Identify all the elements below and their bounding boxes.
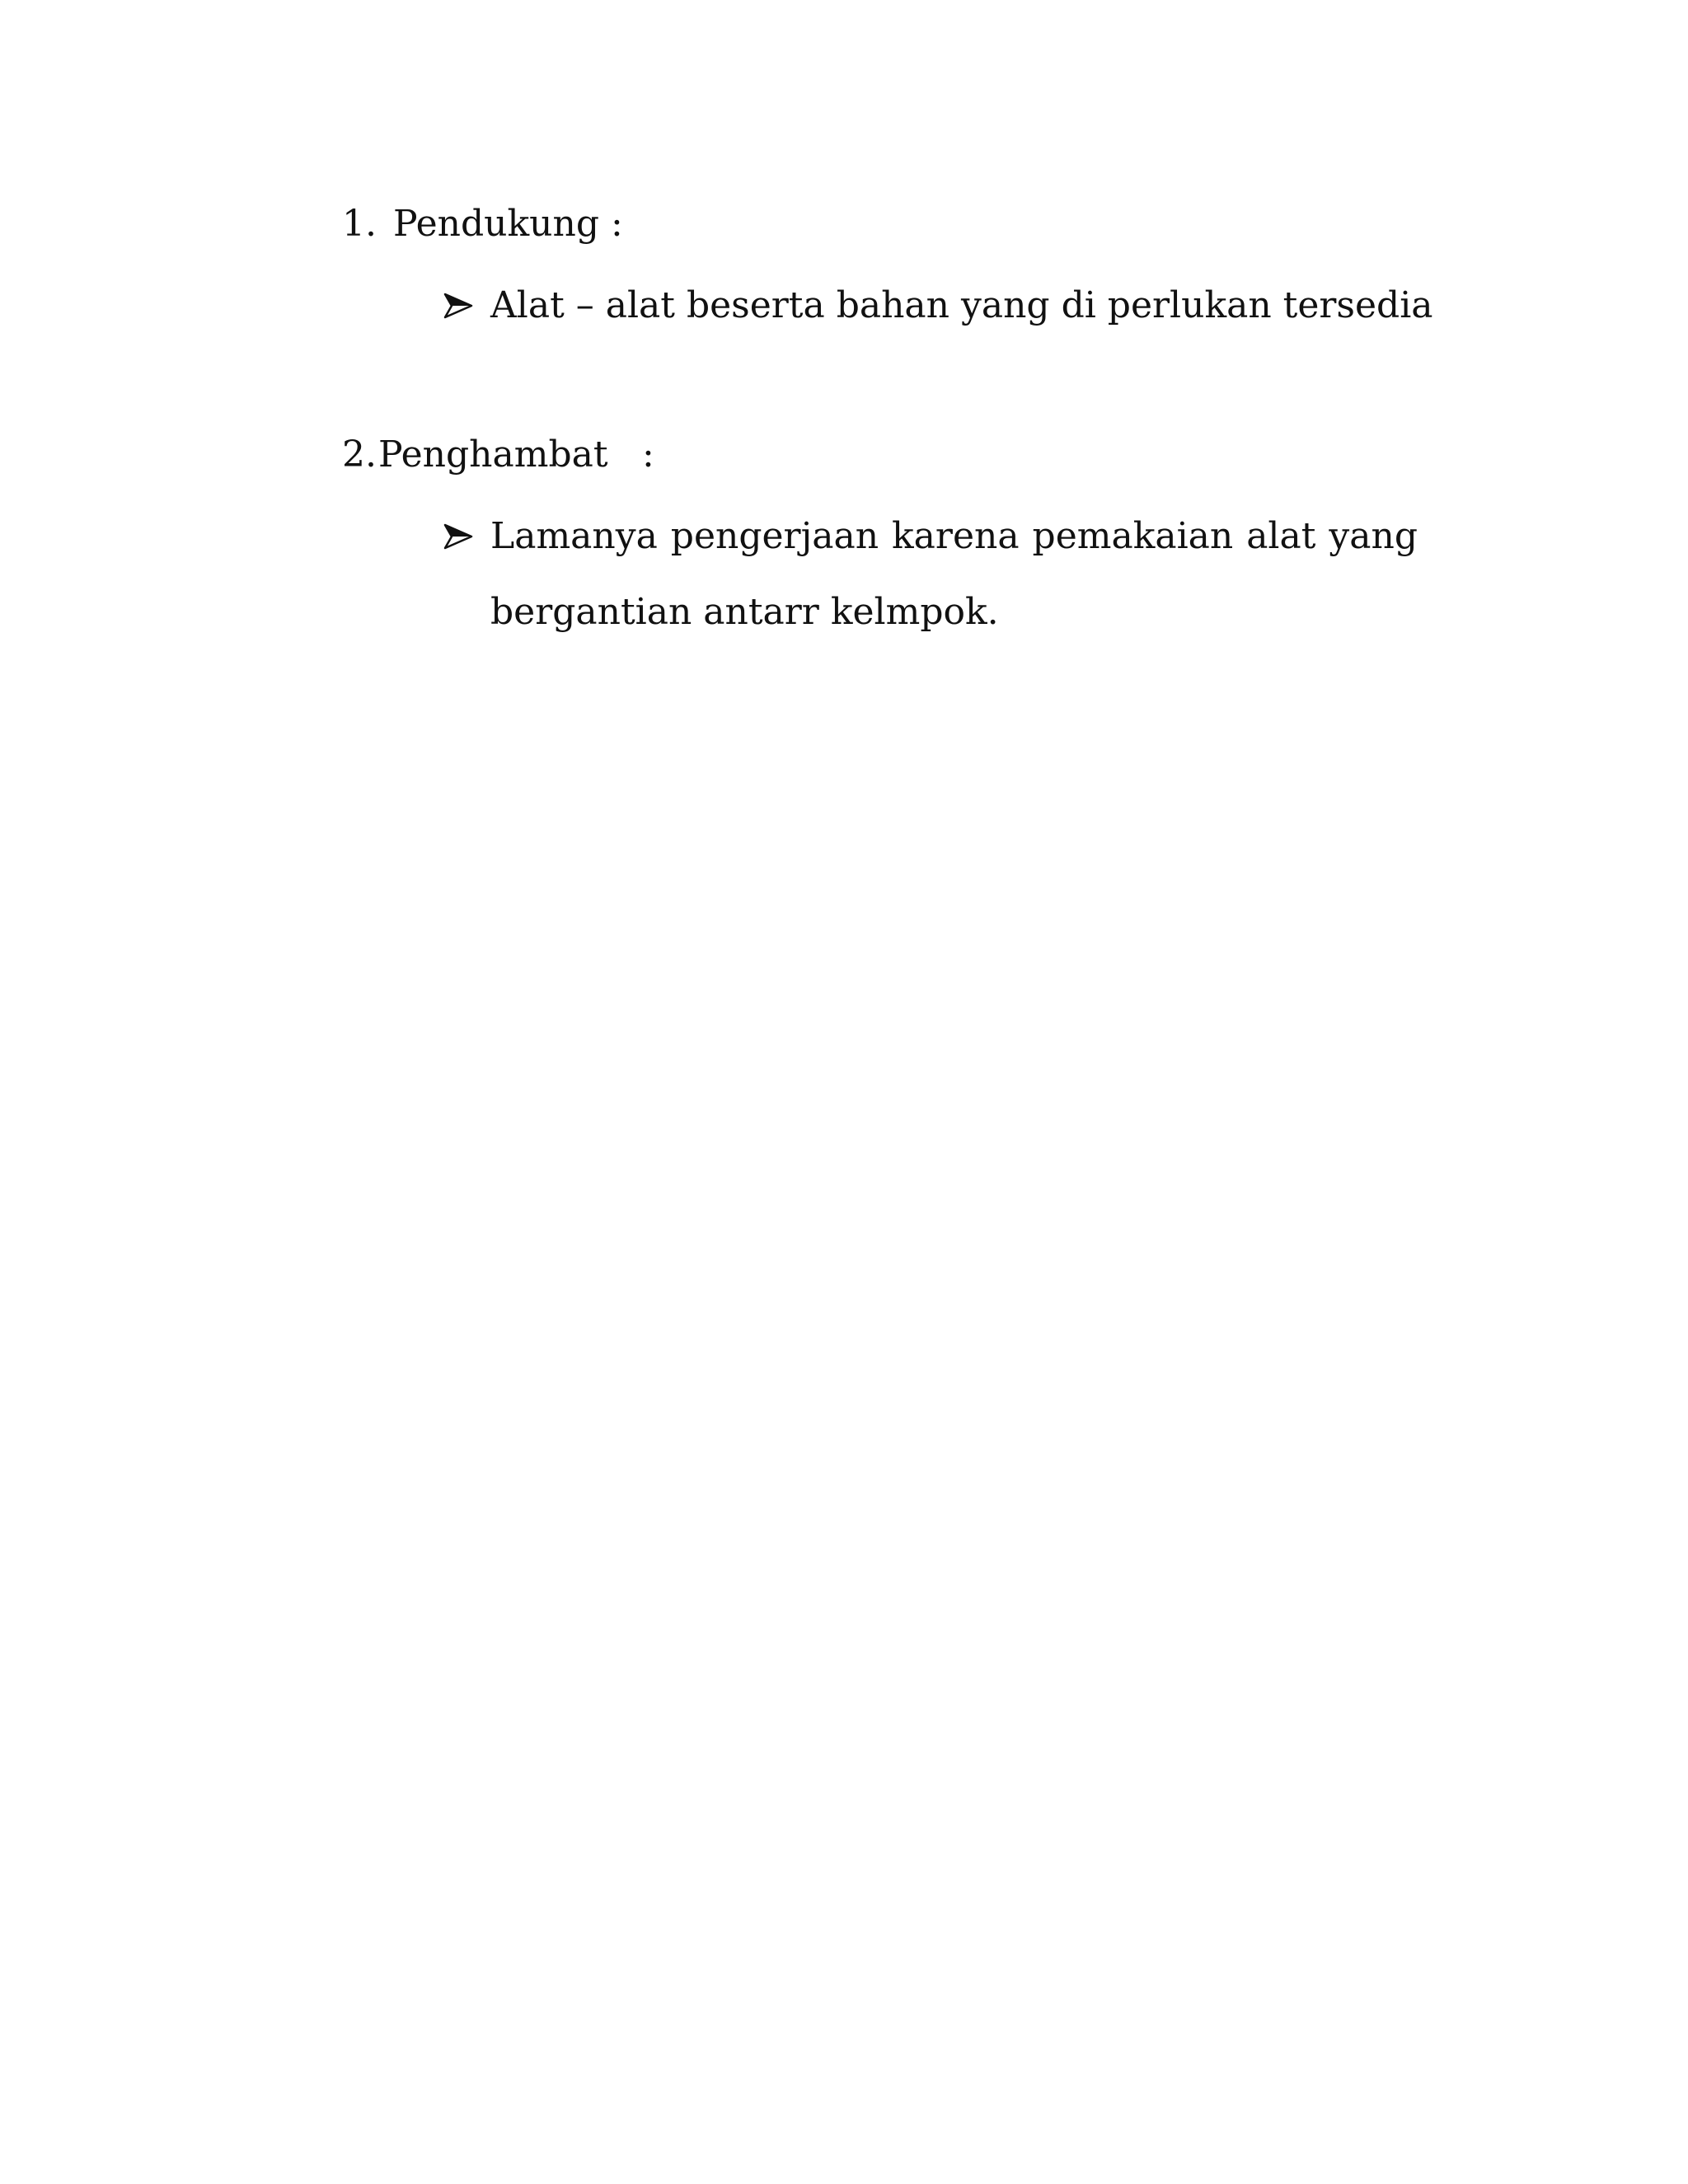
heading-penghambat: Penghambat <box>378 434 608 476</box>
list-number: 2. <box>342 434 377 476</box>
arrow-right-icon <box>443 293 473 319</box>
list-item-penghambat <box>342 430 654 480</box>
list-number: 1. <box>342 203 377 245</box>
heading-colon: : <box>642 434 654 476</box>
heading-pendukung: Pendukung <box>393 203 600 245</box>
heading-colon: : <box>611 203 623 245</box>
arrow-right-icon <box>443 523 473 550</box>
bullet-item-penghambat <box>443 499 1432 650</box>
bullet-item-pendukung <box>443 268 1432 344</box>
bullet-text: Lamanya pengerjaan karena pemakaian alat yang bergantian antarr kelmpok. <box>490 515 1418 633</box>
list-item-pendukung <box>342 199 623 249</box>
bullet-text: Alat – alat beserta bahan yang di perlukan tersedia <box>490 284 1433 326</box>
